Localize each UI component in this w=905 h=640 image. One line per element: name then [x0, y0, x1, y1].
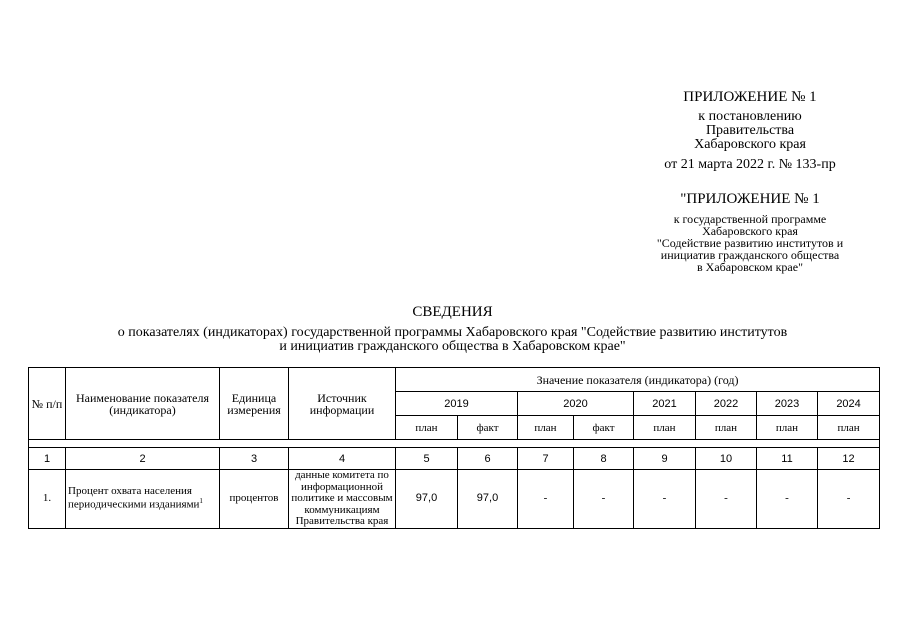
year-2019: 2019: [396, 392, 518, 416]
row-value-2020-plan: -: [518, 470, 574, 529]
plan-label: план: [757, 416, 818, 440]
column-number: 8: [574, 448, 634, 470]
row-value-2020-fact: -: [574, 470, 634, 529]
appendix-line: Хабаровского края: [694, 137, 806, 152]
appendix-title: ПРИЛОЖЕНИЕ № 1: [683, 89, 817, 105]
program-appendix-line: в Хабаровском крае": [697, 260, 803, 274]
header-name: Наименование показателя (индикатора): [66, 368, 220, 440]
plan-label: план: [396, 416, 458, 440]
document-subtitle: [40, 326, 865, 354]
program-appendix-line: к государственной программе: [673, 212, 827, 226]
column-number: 7: [518, 448, 574, 470]
program-appendix-line: Хабаровского края: [702, 224, 798, 238]
fact-label: факт: [458, 416, 518, 440]
table-row: [29, 470, 880, 529]
appendix-line: Правительства: [705, 123, 795, 138]
row-source: данные комитета по информационной политике и массовым коммуникациям Правительства края: [289, 470, 396, 529]
plan-label: план: [818, 416, 880, 440]
header-value: Значение показателя (индикатора) (год): [396, 368, 880, 392]
program-appendix-line: "Содействие развитию институтов и: [656, 236, 844, 250]
column-number: 2: [66, 448, 220, 470]
indicators-table: [28, 367, 880, 529]
document-heading: [40, 305, 865, 354]
row-name-text: Процент охвата населения периодическими изданиями: [68, 485, 200, 511]
header-source: Источник информации: [289, 368, 396, 440]
appendix-date: от 21 марта 2022 г. № 133-пр: [664, 157, 836, 172]
plan-label: план: [696, 416, 757, 440]
row-footnote: 1: [199, 497, 203, 506]
column-number: 3: [220, 448, 289, 470]
program-appendix-header: [628, 192, 872, 273]
year-2020: 2020: [518, 392, 634, 416]
row-value-2024-plan: -: [818, 470, 880, 529]
year-2022: 2022: [696, 392, 757, 416]
row-value-2023-plan: -: [757, 470, 818, 529]
column-number: 11: [757, 448, 818, 470]
row-unit: процентов: [220, 470, 289, 529]
appendix-header: [620, 90, 880, 172]
program-appendix-line: инициатив гражданского общества: [660, 248, 840, 262]
column-number: 1: [29, 448, 66, 470]
column-number: 10: [696, 448, 757, 470]
column-number: 12: [818, 448, 880, 470]
appendix-line: к постановлению: [698, 109, 802, 124]
column-number: 5: [396, 448, 458, 470]
year-2024: 2024: [818, 392, 880, 416]
plan-label: план: [634, 416, 696, 440]
program-appendix-title: "ПРИЛОЖЕНИЕ № 1: [680, 191, 820, 207]
row-value-2021-plan: -: [634, 470, 696, 529]
header-num: № п/п: [29, 368, 66, 440]
column-number: 9: [634, 448, 696, 470]
row-value-2022-plan: -: [696, 470, 757, 529]
document-subtitle-line: о показателях (индикаторах) государственной программы Хабаровского края "Содействие развитию институтов: [117, 325, 788, 340]
column-number: 6: [458, 448, 518, 470]
row-num: 1.: [29, 470, 66, 529]
row-value-2019-plan: 97,0: [396, 470, 458, 529]
document-title: СВЕДЕНИЯ: [412, 304, 493, 320]
year-2023: 2023: [757, 392, 818, 416]
plan-label: план: [518, 416, 574, 440]
row-value-2019-fact: 97,0: [458, 470, 518, 529]
column-number: 4: [289, 448, 396, 470]
row-name: [66, 470, 220, 529]
header-unit: Единица измерения: [220, 368, 289, 440]
fact-label: факт: [574, 416, 634, 440]
document-subtitle-line: и инициатив гражданского общества в Хабаровском крае": [279, 339, 626, 354]
year-2021: 2021: [634, 392, 696, 416]
